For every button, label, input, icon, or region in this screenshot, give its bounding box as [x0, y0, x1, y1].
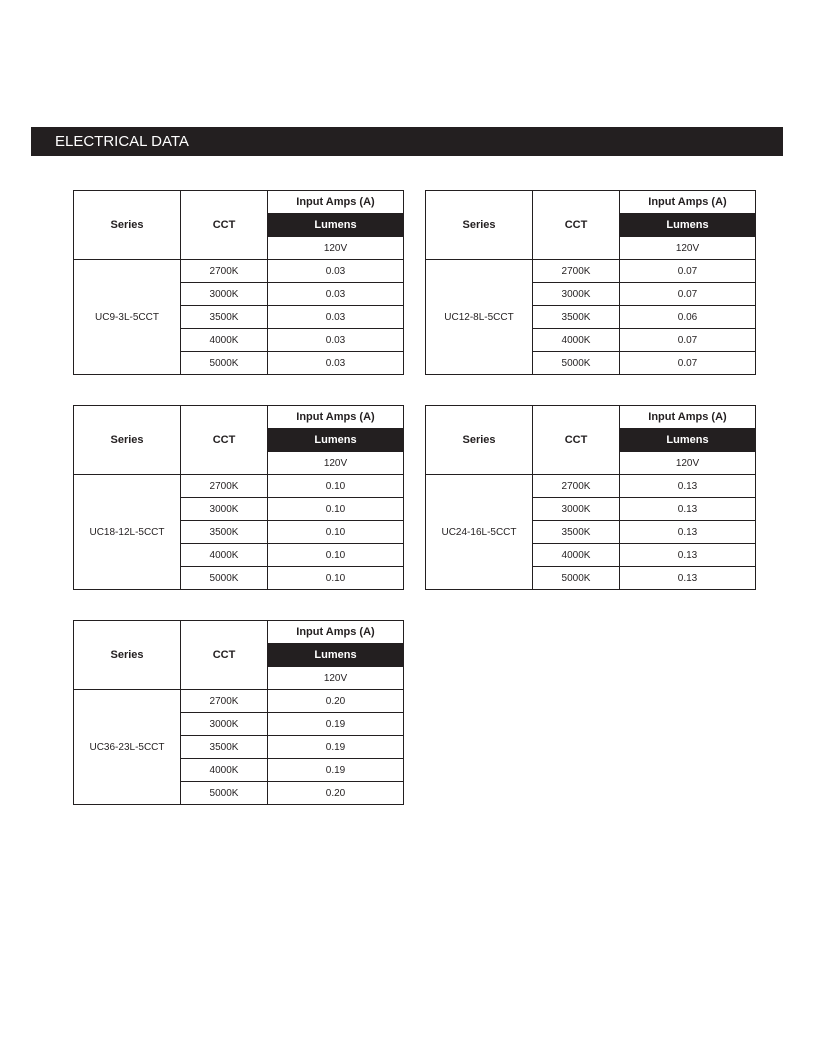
lumens-header: Lumens	[620, 214, 756, 237]
cct-value: 3500K	[181, 736, 268, 759]
amps-value: 0.19	[268, 759, 404, 782]
cct-header: CCT	[181, 406, 268, 475]
cct-value: 2700K	[533, 475, 620, 498]
amps-value: 0.10	[268, 475, 404, 498]
electrical-table-uc12	[425, 190, 756, 375]
cct-value: 2700K	[181, 690, 268, 713]
table-row	[426, 260, 756, 283]
amps-value: 0.03	[268, 352, 404, 375]
cct-value: 5000K	[533, 352, 620, 375]
amps-value: 0.13	[620, 521, 756, 544]
series-header: Series	[426, 191, 533, 260]
cct-value: 3000K	[533, 498, 620, 521]
cct-value: 3000K	[533, 283, 620, 306]
amps-value: 0.07	[620, 283, 756, 306]
amps-value: 0.10	[268, 544, 404, 567]
cct-value: 4000K	[181, 759, 268, 782]
voltage-header: 120V	[268, 667, 404, 690]
series-header: Series	[74, 191, 181, 260]
amps-value: 0.20	[268, 782, 404, 805]
cct-value: 5000K	[533, 567, 620, 590]
voltage-header: 120V	[268, 237, 404, 260]
table-row	[426, 475, 756, 498]
amps-value: 0.13	[620, 498, 756, 521]
amps-value: 0.20	[268, 690, 404, 713]
amps-value: 0.19	[268, 736, 404, 759]
amps-value: 0.19	[268, 713, 404, 736]
series-name: UC9-3L-5CCT	[74, 260, 181, 375]
series-name: UC12-8L-5CCT	[426, 260, 533, 375]
cct-value: 5000K	[181, 567, 268, 590]
cct-value: 2700K	[533, 260, 620, 283]
cct-value: 4000K	[533, 329, 620, 352]
amps-value: 0.06	[620, 306, 756, 329]
cct-value: 3000K	[181, 283, 268, 306]
electrical-table-uc9	[73, 190, 404, 375]
cct-value: 3500K	[181, 521, 268, 544]
amps-value: 0.13	[620, 567, 756, 590]
amps-value: 0.13	[620, 544, 756, 567]
cct-value: 3000K	[181, 713, 268, 736]
amps-value: 0.03	[268, 329, 404, 352]
amps-value: 0.03	[268, 306, 404, 329]
lumens-header: Lumens	[268, 644, 404, 667]
amps-value: 0.07	[620, 352, 756, 375]
table-row	[74, 475, 404, 498]
cct-header: CCT	[533, 191, 620, 260]
electrical-table-uc18	[73, 405, 404, 590]
series-header: Series	[74, 621, 181, 690]
voltage-header: 120V	[268, 452, 404, 475]
cct-header: CCT	[533, 406, 620, 475]
input-amps-header: Input Amps (A)	[620, 191, 756, 214]
cct-value: 4000K	[533, 544, 620, 567]
series-header: Series	[74, 406, 181, 475]
input-amps-header: Input Amps (A)	[268, 191, 404, 214]
amps-value: 0.10	[268, 498, 404, 521]
series-name: UC24-16L-5CCT	[426, 475, 533, 590]
amps-value: 0.07	[620, 329, 756, 352]
cct-value: 5000K	[181, 782, 268, 805]
cct-value: 4000K	[181, 329, 268, 352]
amps-value: 0.10	[268, 521, 404, 544]
amps-value: 0.03	[268, 260, 404, 283]
cct-header: CCT	[181, 191, 268, 260]
lumens-header: Lumens	[268, 429, 404, 452]
input-amps-header: Input Amps (A)	[268, 406, 404, 429]
series-header: Series	[426, 406, 533, 475]
cct-value: 3500K	[533, 521, 620, 544]
table-row	[74, 260, 404, 283]
cct-header: CCT	[181, 621, 268, 690]
electrical-table-uc24	[425, 405, 756, 590]
section-title: ELECTRICAL DATA	[31, 127, 783, 156]
input-amps-header: Input Amps (A)	[268, 621, 404, 644]
voltage-header: 120V	[620, 237, 756, 260]
amps-value: 0.07	[620, 260, 756, 283]
amps-value: 0.10	[268, 567, 404, 590]
cct-value: 3500K	[533, 306, 620, 329]
cct-value: 2700K	[181, 475, 268, 498]
cct-value: 3500K	[181, 306, 268, 329]
series-name: UC36-23L-5CCT	[74, 690, 181, 805]
amps-value: 0.03	[268, 283, 404, 306]
input-amps-header: Input Amps (A)	[620, 406, 756, 429]
cct-value: 5000K	[181, 352, 268, 375]
lumens-header: Lumens	[268, 214, 404, 237]
table-row	[74, 690, 404, 713]
cct-value: 2700K	[181, 260, 268, 283]
voltage-header: 120V	[620, 452, 756, 475]
cct-value: 3000K	[181, 498, 268, 521]
series-name: UC18-12L-5CCT	[74, 475, 181, 590]
cct-value: 4000K	[181, 544, 268, 567]
amps-value: 0.13	[620, 475, 756, 498]
lumens-header: Lumens	[620, 429, 756, 452]
electrical-table-uc36	[73, 620, 404, 805]
